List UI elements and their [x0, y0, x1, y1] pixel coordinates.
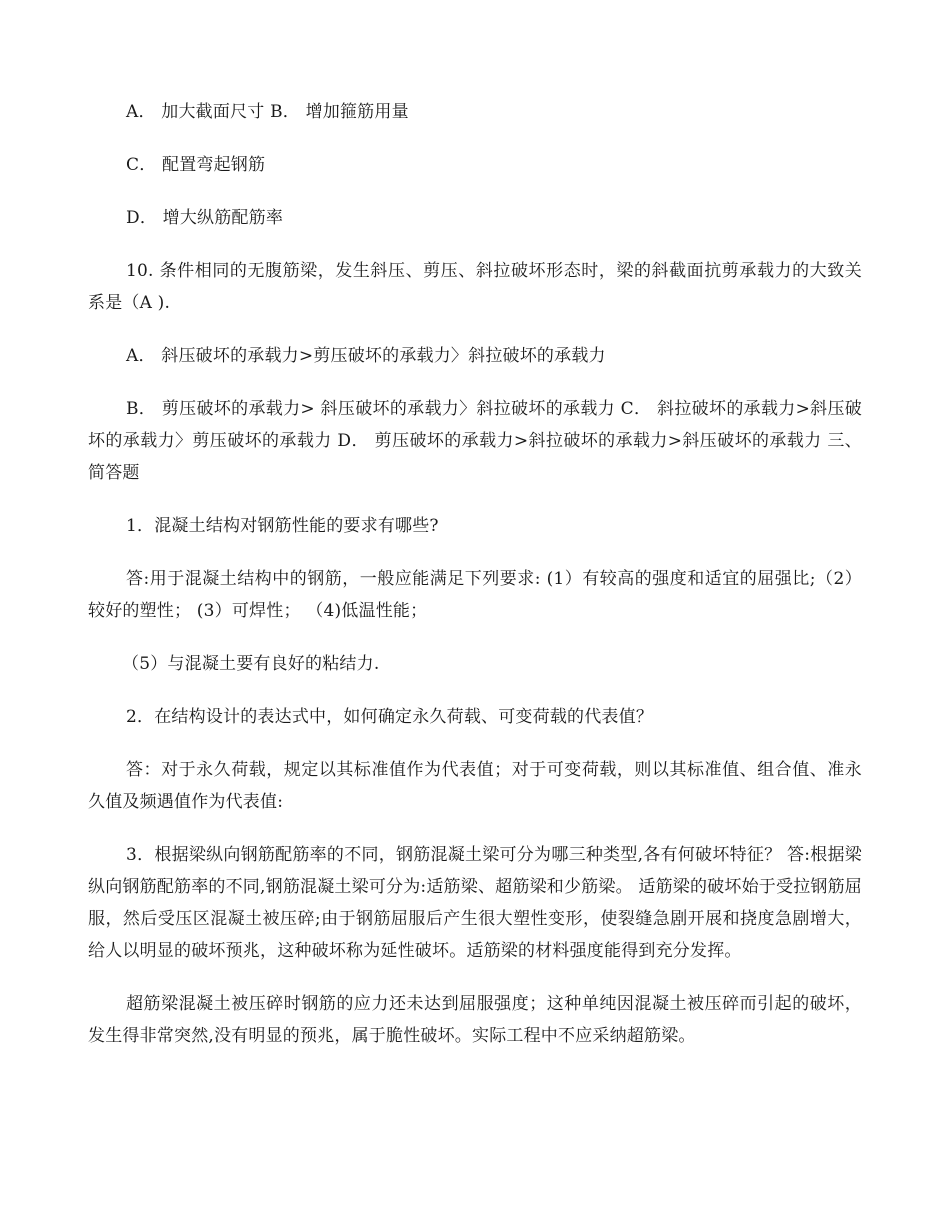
short-answer-question-2: 2．在结构设计的表达式中，如何确定永久荷载、可变荷载的代表值？: [126, 707, 654, 727]
answer-1-continued: （5）与混凝土要有良好的粘结力.: [122, 654, 380, 674]
short-answer-question-1: 1．混凝土结构对钢筋性能的要求有哪些?: [126, 516, 439, 536]
option-a-b-line: A． 加大截面尺寸 B． 增加箍筋用量: [126, 102, 409, 122]
answer-1: 答:用于混凝土结构中的钢筋，一般应能满足下列要求: (1）有较高的强度和适宜的屈强比;（2）较好的塑性； (3）可焊性； （4)低温性能；: [88, 569, 862, 621]
option-c-line: C． 配置弯起钢筋: [126, 155, 266, 175]
document-body: [88, 96, 862, 1073]
answer-2: 答：对于永久荷载，规定以其标准值作为代表值；对于可变荷载，则以其标准值、组合值、准永久值及频遇值作为代表值:: [88, 760, 862, 812]
question-10-option-a: A． 斜压破坏的承载力>剪压破坏的承载力〉斜拉破坏的承载力: [126, 346, 606, 366]
answer-3-continued: 超筋梁混凝土被压碎时钢筋的应力还未达到屈服强度；这种单纯因混凝土被压碎而引起的破坏，发生得非常突然,没有明显的预兆，属于脆性破坏。实际工程中不应采纳超筋梁。: [88, 994, 862, 1046]
option-d-line: D． 增大纵筋配筋率: [126, 208, 284, 228]
question-10: 10. 条件相同的无腹筋梁，发生斜压、剪压、斜拉破坏形态时，梁的斜截面抗剪承载力的大致关系是（A ).: [88, 261, 862, 313]
question-10-options-b-c-d: B． 剪压破坏的承载力> 斜压破坏的承载力〉斜拉破坏的承载力 C． 斜拉破坏的承载力>斜压破坏的承载力〉剪压破坏的承载力 D． 剪压破坏的承载力>斜拉破坏的承载力>斜压破坏的承载力 三、简答题: [88, 399, 862, 483]
short-answer-question-3-and-answer: 3．根据梁纵向钢筋配筋率的不同，钢筋混凝土梁可分为哪三种类型,各有何破坏特征？ 答:根据梁纵向钢筋配筋率的不同,钢筋混凝土梁可分为:适筋梁、超筋梁和少筋梁。 适筋梁的破坏始于受拉钢筋屈服，然后受压区混凝土被压碎;由于钢筋屈服后产生很大塑性变形，使裂缝急剧开展和挠度急剧增大，给人以明显的破坏预兆，这种破坏称为延性破坏。适筋梁的材料强度能得到充分发挥。: [88, 845, 862, 961]
